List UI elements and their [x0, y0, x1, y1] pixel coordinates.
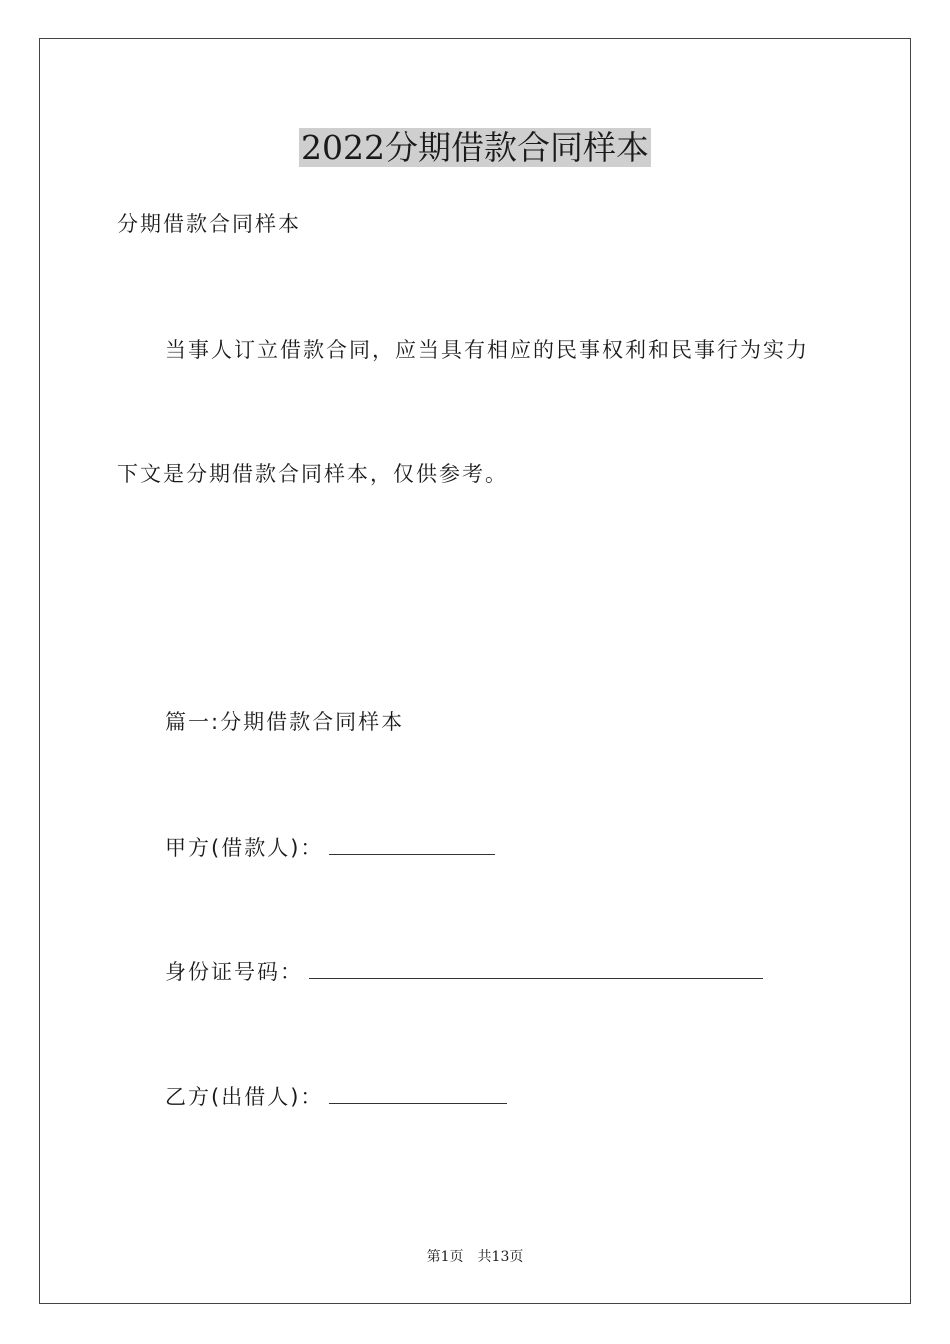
document-subtitle: 分期借款合同样本 [117, 212, 301, 236]
party-a-row [165, 834, 495, 862]
intro-paragraph-line-2: 下文是分期借款合同样本，仅供参考。 [117, 462, 508, 486]
page-footer [0, 1247, 950, 1267]
intro-paragraph-line-1: 当事人订立借款合同，应当具有相应的民事权利和民事行为实力 [165, 338, 809, 362]
party-b-label: 乙方(出借人)： [165, 1085, 324, 1109]
party-b-row [165, 1083, 507, 1111]
section-heading: 篇一:分期借款合同样本 [165, 710, 405, 734]
party-a-blank-field[interactable] [329, 836, 495, 855]
document-title-text: 2022分期借款合同样本 [301, 128, 649, 167]
id-number-row [165, 958, 763, 986]
page-number-current: 第1页 [426, 1249, 464, 1265]
page-number-total: 共13页 [477, 1249, 524, 1265]
document-title [0, 126, 950, 170]
party-a-label: 甲方(借款人)： [165, 836, 324, 860]
id-number-label: 身份证号码： [165, 960, 303, 984]
id-number-blank-field[interactable] [309, 960, 763, 979]
party-b-blank-field[interactable] [329, 1085, 507, 1104]
